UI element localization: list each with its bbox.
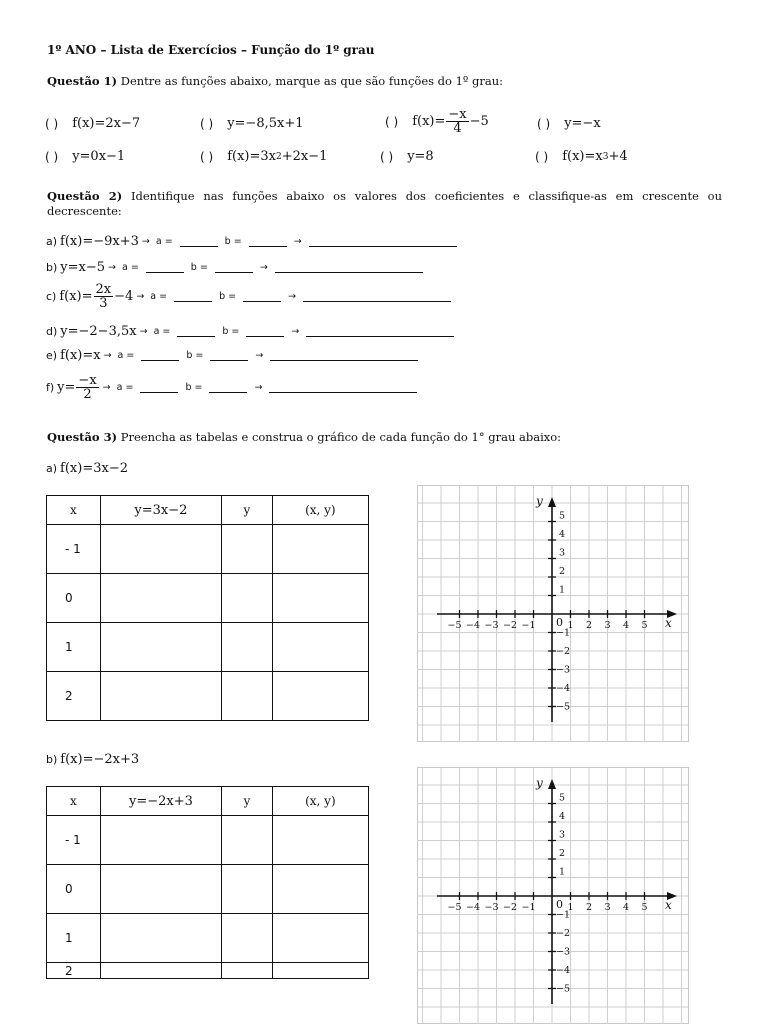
cell-input[interactable] xyxy=(100,816,221,865)
x-tick-label: −4 xyxy=(465,902,481,913)
cell-input[interactable] xyxy=(272,914,368,963)
cell-input[interactable] xyxy=(222,574,273,623)
question-3-text: Preencha as tabelas e construa o gráfico de cada função do 1° grau abaixo: xyxy=(117,430,562,444)
answer-b-blank[interactable] xyxy=(209,382,247,393)
cell-input[interactable] xyxy=(222,963,273,979)
y-tick-label: 5 xyxy=(559,792,566,804)
y-tick-label: −1 xyxy=(556,909,571,921)
answer-a-blank[interactable] xyxy=(140,382,178,393)
header-pair: (x, y) xyxy=(272,787,368,816)
q1-option-2[interactable]: ( ) y=−8,5x+1 xyxy=(200,116,304,131)
fraction: $\frac{2x}{3}$ xyxy=(95,282,112,311)
classification-blank[interactable] xyxy=(309,236,457,247)
x-tick-label: 1 xyxy=(567,902,574,913)
q3-a-heading: a) f(x)=3x−2 xyxy=(46,461,128,476)
cell-input[interactable] xyxy=(222,914,273,963)
cell-input[interactable] xyxy=(100,963,221,979)
x-tick-label: 2 xyxy=(585,902,593,913)
x-axis-label: x xyxy=(665,616,672,630)
x-tick-label: 5 xyxy=(641,902,648,913)
question-2-label: Questão 2) xyxy=(47,189,123,203)
q1-option-7[interactable]: ( ) y=8 xyxy=(380,149,434,164)
fraction: $\frac{-x}{2}$ xyxy=(78,373,97,402)
x-tick-label: −5 xyxy=(447,902,462,913)
cell-input[interactable] xyxy=(100,525,221,574)
x-tick-label: 2 xyxy=(585,620,593,631)
x-value: 2 xyxy=(47,672,101,721)
table-row xyxy=(47,865,369,914)
answer-b-blank[interactable] xyxy=(215,262,253,273)
q1-option-5[interactable]: ( ) y=0x−1 xyxy=(45,149,126,164)
x-tick-label: −1 xyxy=(521,902,536,913)
x-tick-label: −3 xyxy=(484,902,499,913)
question-1-label: Questão 1) xyxy=(47,74,118,88)
cell-input[interactable] xyxy=(222,525,273,574)
y-tick-label: 2 xyxy=(559,848,566,859)
x-tick-label: 5 xyxy=(641,620,648,631)
y-tick-label: −2 xyxy=(556,928,571,939)
x-tick-label: −1 xyxy=(521,620,536,631)
q1-option-3[interactable]: ( ) f(x)= $\frac{-x}{4}$ −5 xyxy=(385,107,489,136)
y-axis-label: y xyxy=(536,776,543,790)
header-x: x xyxy=(47,496,101,525)
x-tick-label: −3 xyxy=(484,620,499,631)
x-tick-label: −2 xyxy=(502,620,518,631)
table-row xyxy=(47,623,369,672)
y-tick-label: 4 xyxy=(559,811,566,822)
origin-label: 0 xyxy=(556,898,563,911)
q2-item-d: d) y=−2−3,5x → a = b = → xyxy=(46,324,458,339)
answer-a-blank[interactable] xyxy=(174,291,212,302)
y-tick-label: 3 xyxy=(559,829,566,841)
y-tick-label: 1 xyxy=(559,866,566,878)
answer-a-blank[interactable] xyxy=(180,236,218,247)
header-expression: y=−2x+3 xyxy=(100,787,221,816)
answer-b-blank[interactable] xyxy=(243,291,281,302)
x-tick-label: 3 xyxy=(604,902,611,913)
q2-item-a: a) f(x)=−9x+3 → a = b = → xyxy=(46,234,461,249)
table-row xyxy=(47,525,369,574)
y-tick-label: −2 xyxy=(556,646,571,657)
header-y: y xyxy=(222,787,273,816)
x-value: 2 xyxy=(47,963,101,979)
classification-blank[interactable] xyxy=(275,262,423,273)
table-row xyxy=(47,672,369,721)
answer-b-blank[interactable] xyxy=(249,236,287,247)
q3-b-heading: b) f(x)=−2x+3 xyxy=(46,752,140,767)
x-value: 0 xyxy=(47,574,101,623)
x-value: 0 xyxy=(47,865,101,914)
y-tick-label: −4 xyxy=(556,683,571,694)
classification-blank[interactable] xyxy=(269,382,417,393)
cell-input[interactable] xyxy=(222,865,273,914)
page-title: 1º ANO – Lista de Exercícios – Função do 1º grau xyxy=(47,43,375,57)
y-tick-label: 4 xyxy=(559,529,566,540)
question-3-prompt xyxy=(47,430,561,444)
question-2-prompt xyxy=(47,189,722,219)
table-row xyxy=(47,963,369,979)
x-tick-label: 1 xyxy=(567,620,574,631)
cell-input[interactable] xyxy=(272,672,368,721)
x-value: - 1 xyxy=(47,525,101,574)
y-tick-label: −5 xyxy=(556,701,571,713)
cell-input[interactable] xyxy=(272,963,368,979)
cartesian-grid-a[interactable] xyxy=(417,485,689,742)
header-x: x xyxy=(47,787,101,816)
question-1-prompt xyxy=(47,74,503,88)
x-axis-label: x xyxy=(665,898,672,912)
q2-item-b: b) y=x−5 → a = b = → xyxy=(46,260,427,275)
x-tick-label: −4 xyxy=(465,620,481,631)
y-tick-label: −5 xyxy=(556,983,571,995)
question-1-text: Dentre as funções abaixo, marque as que são funções do 1º grau: xyxy=(117,74,503,88)
cartesian-grid-b[interactable] xyxy=(417,767,689,1024)
x-value: 1 xyxy=(47,914,101,963)
answer-b-blank[interactable] xyxy=(246,326,284,337)
y-tick-label: 1 xyxy=(559,584,566,596)
value-table-b xyxy=(46,786,369,979)
x-tick-label: 3 xyxy=(604,620,611,631)
question-2-text: Identifique nas funções abaixo os valores dos coeficientes e classifique-as em crescente ou decrescente: xyxy=(47,189,722,218)
y-tick-label: −3 xyxy=(556,946,571,958)
y-tick-label: −4 xyxy=(556,965,571,976)
classification-blank[interactable] xyxy=(306,326,454,337)
x-value: - 1 xyxy=(47,816,101,865)
cell-input[interactable] xyxy=(272,574,368,623)
cell-input[interactable] xyxy=(100,574,221,623)
table-row xyxy=(47,914,369,963)
header-expression: y=3x−2 xyxy=(100,496,221,525)
y-tick-label: 5 xyxy=(559,510,566,522)
x-tick-label: 4 xyxy=(622,902,630,913)
x-tick-label: −2 xyxy=(502,902,518,913)
x-value: 1 xyxy=(47,623,101,672)
cell-input[interactable] xyxy=(100,623,221,672)
y-tick-label: −3 xyxy=(556,664,571,676)
q1-option-1[interactable]: ( ) f(x)=2x−7 xyxy=(45,116,141,131)
cell-input[interactable] xyxy=(100,865,221,914)
x-tick-label: 4 xyxy=(622,620,630,631)
answer-a-blank[interactable] xyxy=(177,326,215,337)
y-axis-label: y xyxy=(536,494,543,508)
cell-input[interactable] xyxy=(100,914,221,963)
table-header-row xyxy=(47,787,369,816)
cell-input[interactable] xyxy=(272,525,368,574)
answer-a-blank[interactable] xyxy=(141,350,179,361)
classification-blank[interactable] xyxy=(303,291,451,302)
fraction: $\frac{-x}{4}$ xyxy=(448,107,467,136)
cell-input[interactable] xyxy=(222,816,273,865)
cell-input[interactable] xyxy=(222,623,273,672)
header-y: y xyxy=(222,496,273,525)
table-row xyxy=(47,816,369,865)
table-row xyxy=(47,574,369,623)
q1-option-6[interactable]: ( ) f(x)=3x 2 +2x−1 xyxy=(200,149,328,164)
answer-a-blank[interactable] xyxy=(146,262,184,273)
x-tick-label: −5 xyxy=(447,620,462,631)
table-header-row xyxy=(47,496,369,525)
classification-blank[interactable] xyxy=(270,350,418,361)
y-tick-label: −1 xyxy=(556,627,571,639)
cell-input[interactable] xyxy=(272,623,368,672)
y-tick-label: 3 xyxy=(559,547,566,559)
question-3-label: Questão 3) xyxy=(47,430,118,444)
cell-input[interactable] xyxy=(272,865,368,914)
q2-item-c: c) f(x)= $\frac{2x}{3}$ −4 → a = b = → xyxy=(46,283,455,310)
cell-input[interactable] xyxy=(272,816,368,865)
cell-input[interactable] xyxy=(222,672,273,721)
q2-item-f: f) y= $\frac{-x}{2}$ → a = b = → xyxy=(46,374,421,401)
origin-label: 0 xyxy=(556,616,563,629)
q1-option-4[interactable]: ( ) y=−x xyxy=(537,116,601,131)
q2-item-e: e) f(x)=x → a = b = → xyxy=(46,348,422,363)
q1-option-8[interactable]: ( ) f(x)=x 3 +4 xyxy=(535,149,628,164)
answer-b-blank[interactable] xyxy=(210,350,248,361)
header-pair: (x, y) xyxy=(272,496,368,525)
value-table-a xyxy=(46,495,369,721)
y-tick-label: 2 xyxy=(559,566,566,577)
cell-input[interactable] xyxy=(100,672,221,721)
